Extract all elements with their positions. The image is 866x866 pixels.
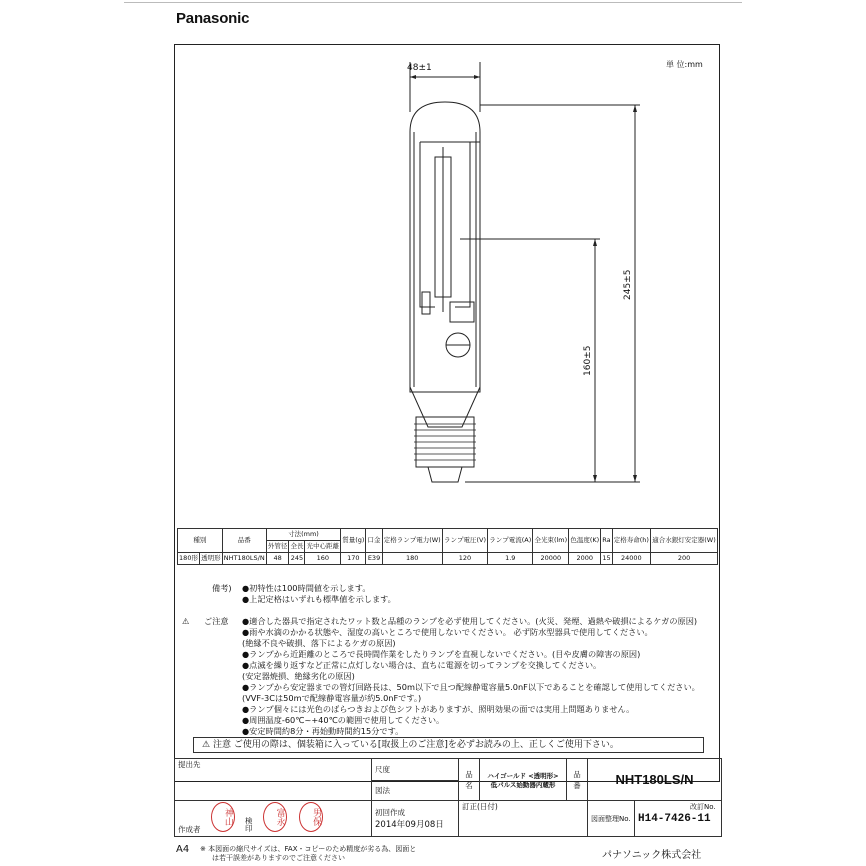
first-made-cell [372, 801, 459, 837]
th-ballast: 適合水銀灯安定器(W) [651, 529, 718, 553]
inspect-label: 検印 [244, 817, 254, 832]
first-made-date: 2014年09月08日 [375, 820, 444, 830]
light-center-label: 160±5 [583, 345, 593, 376]
warning-triangle-icon: ⚠ [202, 740, 211, 750]
bikou-line: ●上記定格はいずれも標準値を示します。 [242, 594, 396, 604]
chui-line: ●雨や水滴のかかる状態や、湿度の高いところで使用しないでください。 必ず防水型器具で使用してください。 [242, 627, 653, 637]
product-name-label: 品名 [459, 759, 480, 801]
chui-line: ●点滅を繰り返すなど正常に点灯しない場合は、直ちに電源を切ってランプを交換してください。 [242, 660, 602, 670]
scale-label: 尺度 [372, 759, 459, 781]
chui-line: (VVF-3Cは50mで配線静電容量が約5.0nFです。) [242, 693, 422, 703]
th-length: 全長 [289, 541, 305, 553]
th-outer-dia: 外管径 [266, 541, 289, 553]
top-rule [124, 2, 742, 3]
chui-line: ●周囲温度-60℃~+40℃の範囲で使用してください。 [242, 715, 445, 725]
first-made-label: 初回作成 [375, 808, 405, 817]
footer-note-1: ※ 本図面の縮尺サイズは、FAX・コピーのため精度が劣る為、図面と [200, 845, 417, 853]
notes-section [182, 583, 712, 736]
warning-box [193, 737, 704, 753]
rev-no-label: 改訂No. [690, 803, 716, 811]
bikou-line: ●初特性は100時間値を示します。 [242, 583, 371, 593]
starter [422, 292, 430, 314]
stamp-creator: 神山 [211, 802, 235, 832]
company-name: パナソニック株式会社 [602, 850, 702, 861]
chui-line: ●安定時間約8分・再始動時間約15分です。 [242, 726, 404, 736]
product-name: ハイゴールド <透明形> 低パルス始動器内蔵形 [480, 759, 567, 801]
th-color-temp: 色温度(K) [569, 529, 601, 553]
drawing-no: H14-7426-11 [635, 801, 722, 837]
chui-line: ●ランプから近距離のところで長時間作業をしたりランプを直視しないでください。(目や皮膚の障害の原因) [242, 649, 641, 659]
base-neck [410, 387, 480, 427]
warning-text: 注意 ご使用の際は、個装箱に入っている[取扱上のご注意]を必ずお読みの上、正しくご使用下さい。 [212, 740, 619, 750]
bikou-label: 備考) [212, 583, 232, 593]
revision-label: 訂正(日付) [459, 801, 588, 837]
chui-line: ●ランプ個々には光色のばらつきおよび色シフトがありますが、照明効果の面では実用上問題ありません。 [242, 704, 635, 714]
footer-note-2: は若干誤差がありますのでご注意ください [212, 854, 345, 862]
th-mass: 質量(g) [341, 529, 366, 553]
drawing-no-label: 図面整理No. [588, 801, 635, 837]
th-product: 品番 [222, 529, 266, 553]
caution-triangle-icon: ⚠ [182, 616, 190, 626]
th-type: 種別 [178, 529, 223, 553]
th-light-center: 光中心距離 [305, 541, 341, 553]
brand-logo: Panasonic [176, 10, 250, 27]
th-lamp-current: ランプ電流(A) [488, 529, 533, 553]
th-dims: 寸法(mm) [266, 529, 340, 541]
paper-size: A4 [176, 844, 190, 855]
chui-line: (絶縁不良や破損、落下によるケガの原因) [242, 638, 396, 648]
stamp-approver: 男保 [299, 802, 323, 832]
th-total-flux: 全光束(lm) [533, 529, 569, 553]
spec-table [177, 528, 718, 565]
total-length-label: 245±5 [623, 269, 633, 300]
chui-label: ご注意 [204, 616, 229, 626]
creator-label: 作成者 [178, 825, 201, 834]
th-ra: Ra [601, 529, 612, 553]
creator-cell [175, 801, 372, 837]
recipient-label: 提出先 [175, 759, 372, 801]
unit-label: 単 位:mm [666, 60, 703, 69]
part-no-label: 品番 [567, 759, 588, 801]
th-lamp-voltage: ランプ電圧(V) [442, 529, 487, 553]
th-rated-power: 定格ランプ電力(W) [382, 529, 442, 553]
drawing-method-label: 図法 [372, 781, 459, 801]
part-no: NHT180LS/N [588, 759, 722, 801]
th-base: 口金 [366, 529, 382, 553]
stamp-inspector: 富永 [263, 802, 287, 832]
chui-line: ●ランプから安定器までの管灯回路長は、50m以下で且つ配線静電容量5.0nF以下であることを確認して使用してください。 [242, 682, 700, 692]
width-dim-label: 48±1 [407, 63, 432, 73]
chui-line: ●適合した器具で指定されたワット数と品種のランプを必ず使用してください。(火災、発煙、過熱や破損によるケガの原因) [242, 616, 698, 626]
th-life: 定格寿命(h) [612, 529, 650, 553]
table-row: 180形 透明形 NHT180LS/N 48 245 160 170 E39 180 120 1.9 20000 2000 15 24000 200 [178, 553, 718, 565]
chui-line: (安定器焼損、絶縁劣化の原因) [242, 671, 355, 681]
title-block [174, 758, 722, 837]
